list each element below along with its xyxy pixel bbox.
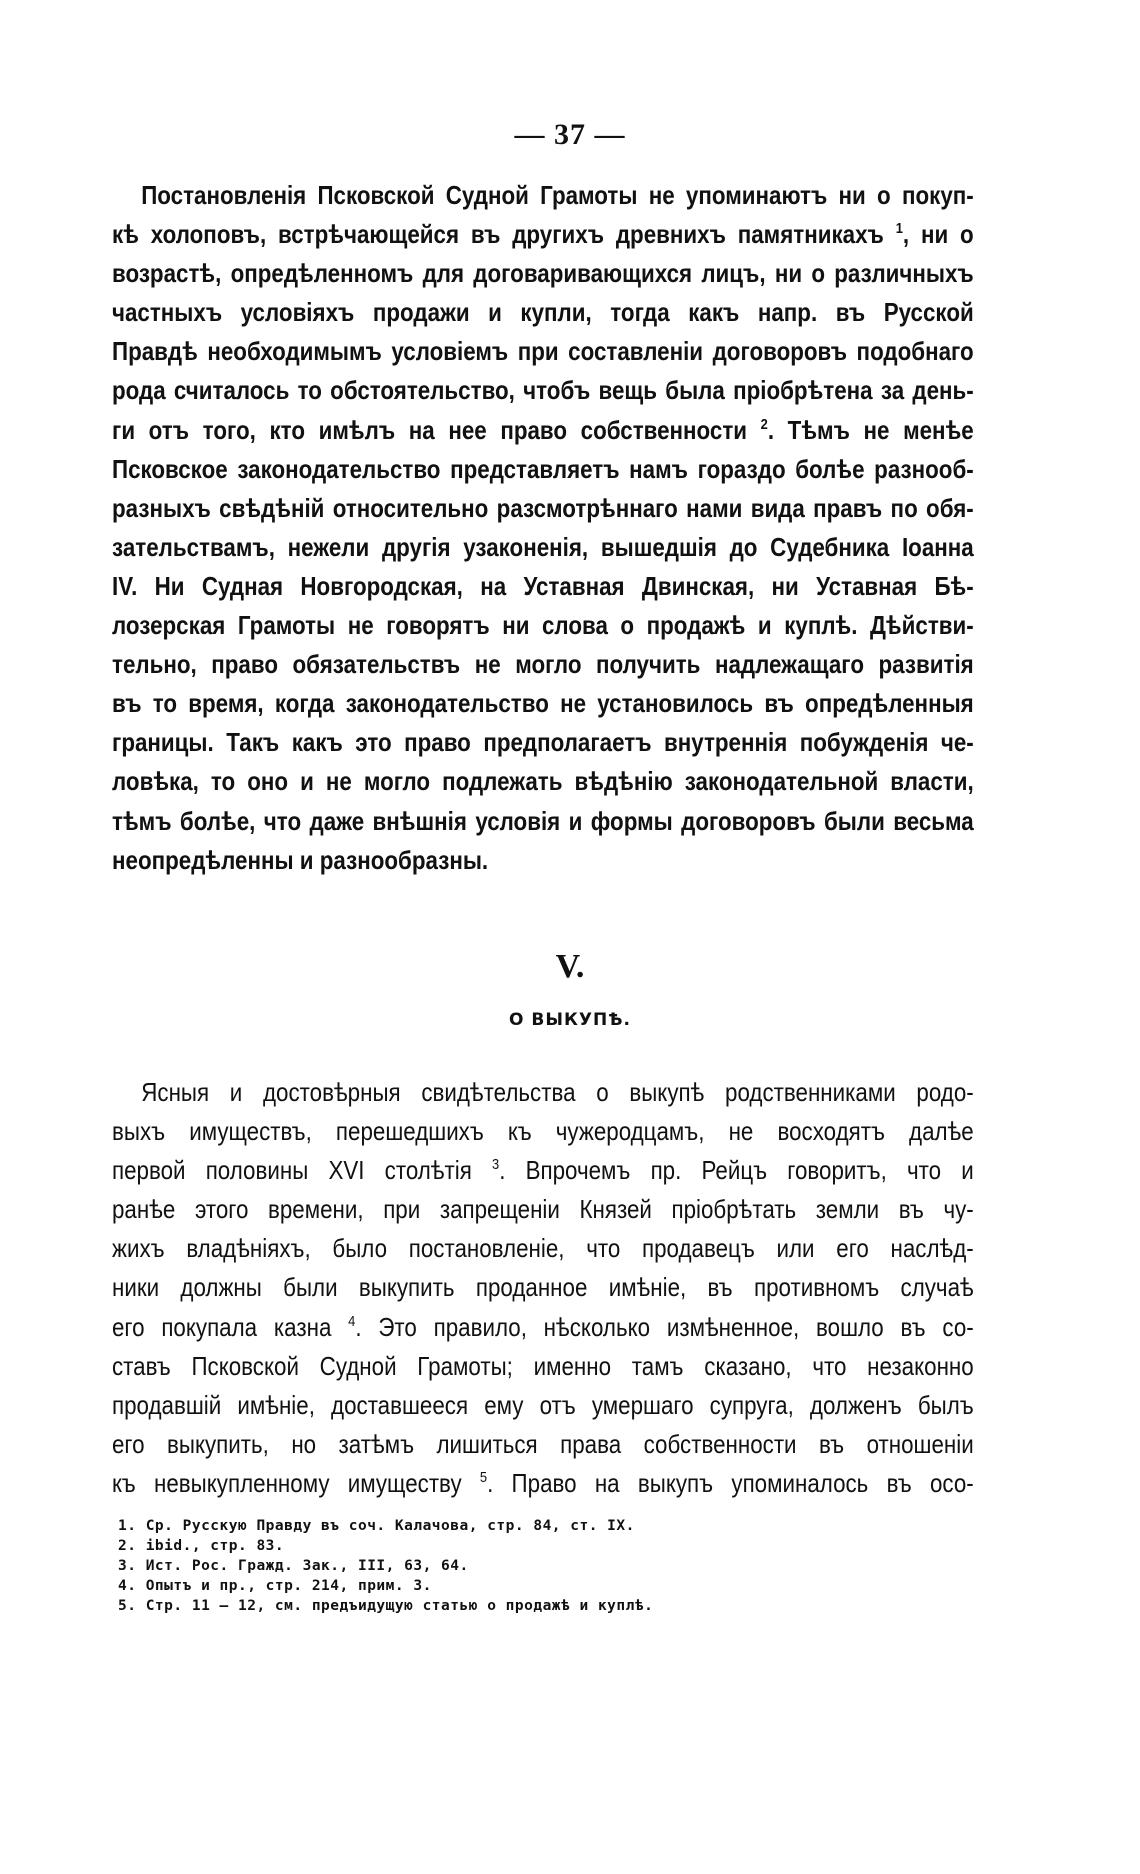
text-line: кѣ холоповъ, встрѣчающейся въ другихъ древнихъ памятникахъ $^1$, ни о: [112, 219, 974, 250]
footnotes: [118, 1516, 818, 1616]
text-line: разныхъ свѣдѣній относительно разсмотрѣннаго нами вида правъ по обя-: [112, 492, 974, 523]
text-line: продавшій имѣніе, доставшееся ему отъ умершаго супруга, долженъ былъ: [112, 1389, 974, 1420]
section-number: V.: [555, 948, 585, 985]
text-line: ги отъ того, кто имѣлъ на нее право собственности $^2$. Тѣмъ не менѣе: [112, 414, 974, 445]
text-line: Постановленія Псковской Судной Грамоты не упоминаютъ ни о покуп-: [141, 180, 974, 210]
text-line: Ясныя и достовѣрныя свидѣтельства о выкупѣ родственниками родо-: [141, 1077, 974, 1107]
text-line: въ то время, когда законодательство не установилось въ опредѣленныя: [112, 688, 974, 719]
text-line: тѣмъ болѣе, что даже внѣшнія условія и формы договоровъ были весьма: [112, 805, 974, 836]
text-line: Правдѣ необходимымъ условіемъ при составленіи договоровъ подобнаго: [112, 336, 974, 367]
text-line: его покупала казна $^4$. Это правило, нѣсколько измѣненное, вошло въ со-: [112, 1311, 974, 1342]
paragraph-2: [112, 1073, 974, 1503]
text-line: границы. Такъ какъ это право предполагаетъ внутреннія побужденія че-: [112, 727, 974, 758]
footnote-mark[interactable]: 2: [760, 415, 768, 433]
text-line: ники должны были выкупить проданное имѣніе, въ противномъ случаѣ: [112, 1272, 974, 1303]
text-line: возрастѣ, опредѣленномъ для договаривающихся лицъ, ни о различныхъ: [112, 258, 974, 289]
footnote-mark[interactable]: 3: [492, 1156, 500, 1174]
text-line: къ невыкупленному имуществу $^5$. Право на выкупъ упоминалось въ осо-: [112, 1467, 974, 1498]
footnote-2: 2. ibid., стр. 83.: [118, 1538, 285, 1554]
text-line: ставъ Псковской Судной Грамоты; именно тамъ сказано, что незаконно: [112, 1350, 974, 1381]
text-line: его выкупить, но затѣмъ лишиться права собственности въ отношеніи: [112, 1428, 974, 1459]
text-line: неопредѣленны и разнообразны.: [112, 844, 489, 875]
text-line: тельно, право обязательствъ не могло получить надлежащаго развитія: [112, 649, 974, 680]
text-line: выхъ имуществъ, перешедшихъ къ чужеродцамъ, не восходятъ далѣе: [112, 1116, 974, 1147]
text-line: частныхъ условіяхъ продажи и купли, тогда какъ напр. въ Русской: [112, 297, 974, 328]
text-line: ранѣе этого времени, при запрещеніи Князей пріобрѣтать земли въ чу-: [112, 1194, 974, 1225]
footnote-4: 4. Опытъ и пр., стр. 214, прим. 3.: [118, 1578, 432, 1594]
footnote-mark[interactable]: 5: [479, 1468, 488, 1486]
text-line: первой половины XVI столѣтія $^3$. Впрочемъ пр. Рейцъ говоритъ, что и: [112, 1155, 974, 1186]
text-line: ловѣка, то оно и не могло подлежать вѣдѣнію законодательной власти,: [112, 766, 974, 797]
footnote-1: 1. Ср. Русскую Правду въ соч. Калачова, стр. 84, ст. IX.: [118, 1518, 635, 1534]
text-line: IV. Ни Судная Новгородская, на Уставная Двинская, ни Уставная Бѣ-: [112, 570, 974, 601]
section-title: О ВЫКУПѢ.: [509, 1010, 631, 1030]
text-line: зательствамъ, нежели другія узаконенія, вышедшія до Судебника Іоанна: [112, 531, 974, 562]
footnote-mark[interactable]: 4: [348, 1312, 356, 1330]
page-number: — 37 —: [514, 118, 626, 151]
text-line: жихъ владѣніяхъ, было постановленіе, что продавецъ или его наслѣд-: [112, 1233, 974, 1264]
footnote-3: 3. Ист. Рос. Гражд. Зак., III, 63, 64.: [118, 1558, 469, 1574]
footnote-mark[interactable]: 1: [895, 220, 903, 238]
text-line: лозерская Грамоты не говорятъ ни слова о продажѣ и куплѣ. Дѣйстви-: [112, 610, 974, 641]
text-line: Псковское законодательство представляетъ намъ гораздо болѣе разнооб-: [112, 453, 974, 484]
footnote-5: 5. Стр. 11 — 12, см. предъидущую статью о продажѣ и куплѣ.: [118, 1598, 654, 1614]
paragraph-1: [112, 176, 974, 880]
text-line: рода считалось то обстоятельство, чтобъ вещь была пріобрѣтена за день-: [112, 375, 974, 406]
